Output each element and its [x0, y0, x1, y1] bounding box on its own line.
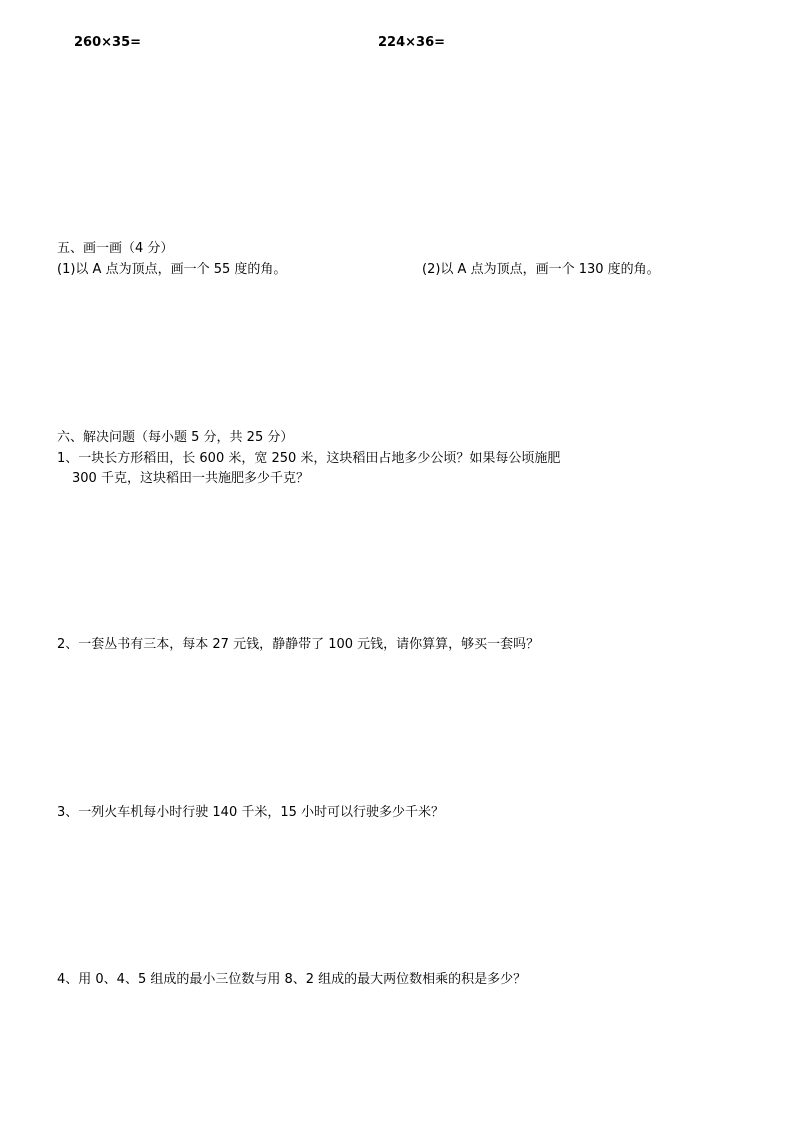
- calc-left: 260×35=: [74, 35, 142, 50]
- problem1-line2: 300 千克，这块稻田一共施肥多少千克？: [72, 471, 309, 486]
- problem2: 2、一套丛书有三本，每本 27 元钱，静静带了 100 元钱，请你算算，够买一套吗？: [57, 637, 540, 652]
- section5-q1: (1)以 A 点为顶点，画一个 55 度的角。: [57, 262, 287, 277]
- section6-heading: 六、解决问题（每小题 5 分，共 25 分）: [57, 430, 294, 445]
- problem3: 3、一列火车机每小时行驶 140 千米，15 小时可以行驶多少千米？: [57, 805, 445, 820]
- calc-right: 224×36=: [378, 35, 446, 50]
- section5-q2: (2)以 A 点为顶点，画一个 130 度的角。: [422, 262, 660, 277]
- problem1-line1: 1、一块长方形稻田，长 600 米，宽 250 米，这块稻田占地多少公顷？如果每公顷施肥: [57, 451, 561, 466]
- section5-heading: 五、画一画（4 分）: [57, 241, 174, 256]
- problem4: 4、用 0、4、5 组成的最小三位数与用 8、2 组成的最大两位数相乘的积是多少？: [57, 972, 527, 987]
